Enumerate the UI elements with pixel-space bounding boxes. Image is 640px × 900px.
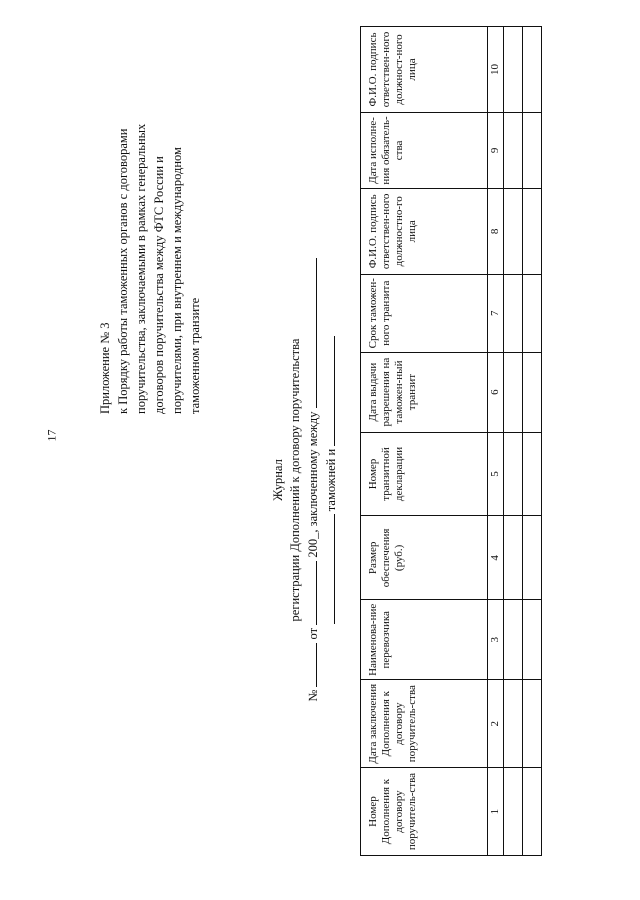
table-cell (523, 352, 542, 432)
column-number: 7 (488, 274, 504, 352)
appendix-line: к Порядку работы таможенных органов с договорами (116, 128, 130, 414)
concluded-label: , заключенному между (306, 411, 320, 533)
column-header: Дата исполне-ния обязатель-ства (361, 112, 488, 188)
column-header: Дата выдачи разрешения на таможен-ный транзит (361, 352, 488, 432)
number-blank (304, 643, 317, 687)
table-cell (504, 432, 523, 516)
appendix-line: договоров поручительства между ФТС России и (152, 156, 166, 414)
table-cell (504, 274, 523, 352)
rotated-page-content (40, 20, 600, 880)
table-cell (504, 352, 523, 432)
column-number-row (488, 27, 504, 856)
table-header-row (361, 27, 488, 856)
table-cell (523, 112, 542, 188)
table-cell (504, 112, 523, 188)
table-cell (523, 600, 542, 680)
table-cell (523, 432, 542, 516)
table-cell (504, 27, 523, 113)
column-header: Ф.И.О. подпись ответствен-ного должност-ного лица (361, 27, 488, 113)
column-header: Дата заключения Дополнения к договору поручитель-ства (361, 680, 488, 768)
table-cell (504, 768, 523, 856)
appendix-line: Приложение № 3 (98, 322, 112, 414)
table-cell (523, 680, 542, 768)
column-number: 10 (488, 27, 504, 113)
journal-title: Журнал (271, 459, 285, 501)
column-header: Номер транзитной декларации (361, 432, 488, 516)
table-row (504, 27, 523, 856)
appendix-line: поручителями, при внутреннем и международном (170, 147, 184, 414)
column-number: 1 (488, 768, 504, 856)
from-label: от (306, 627, 320, 640)
journal-customs-line (322, 180, 340, 780)
appendix-line: таможенном транзите (188, 297, 202, 414)
column-header: Наименова-ние перевозчика (361, 600, 488, 680)
table-row (523, 27, 542, 856)
column-number: 6 (488, 352, 504, 432)
table-cell (523, 516, 542, 600)
column-number: 5 (488, 432, 504, 516)
journal-table (360, 26, 542, 856)
journal-subtitle: регистрации Дополнений к договору поручительства (288, 338, 302, 622)
customs-and-label: таможней и (324, 448, 338, 512)
column-number: 9 (488, 112, 504, 188)
appendix-line: поручительства, заключаемыми в рамках генеральных (134, 123, 148, 414)
column-number: 2 (488, 680, 504, 768)
journal-number-line (304, 180, 322, 780)
table-cell (523, 27, 542, 113)
customs-blank (322, 514, 335, 624)
column-number: 4 (488, 516, 504, 600)
table-cell (504, 600, 523, 680)
column-header: Размер обеспечения (руб.) (361, 516, 488, 600)
column-header: Номер Дополнения к договору поручитель-ства (361, 768, 488, 856)
table-cell (504, 516, 523, 600)
appendix-header (96, 84, 204, 414)
page-number: 17 (44, 429, 59, 442)
year-label: 200_ (306, 532, 320, 558)
party-blank (304, 258, 317, 408)
date-blank (304, 561, 317, 625)
column-header: Ф.И.О. подпись ответствен-ного должностно-го лица (361, 188, 488, 274)
table-cell (523, 188, 542, 274)
column-header: Срок таможен-ного транзита (361, 274, 488, 352)
surety-blank (322, 336, 335, 446)
number-prefix: № (306, 689, 320, 702)
table-cell (504, 188, 523, 274)
column-number: 3 (488, 600, 504, 680)
column-number: 8 (488, 188, 504, 274)
table-cell (523, 768, 542, 856)
journal-heading (270, 180, 340, 780)
table-cell (523, 274, 542, 352)
table-cell (504, 680, 523, 768)
